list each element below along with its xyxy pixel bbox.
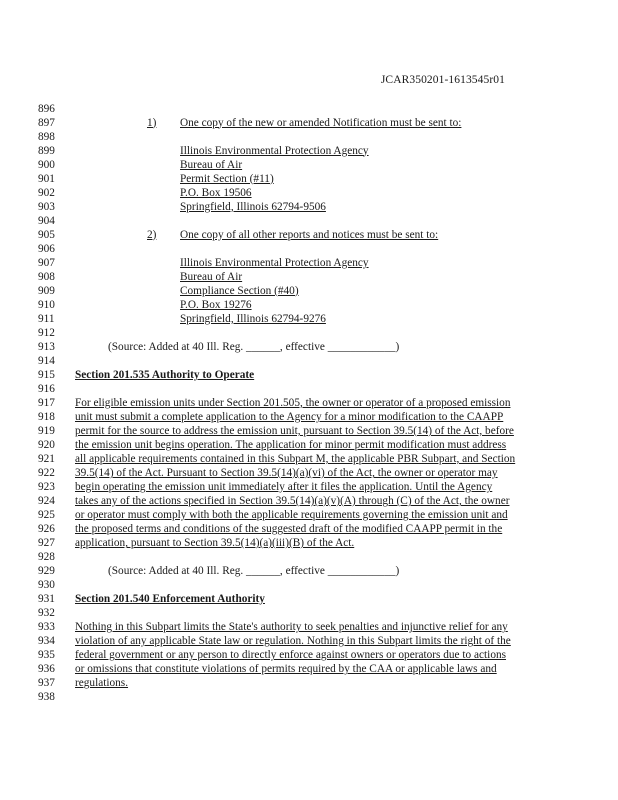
line-number: 910 [38, 298, 55, 311]
line-number: 922 [38, 467, 55, 480]
document-line [0, 326, 618, 340]
document-line [0, 606, 618, 620]
document-line [0, 634, 618, 648]
document-line [0, 620, 618, 634]
line-text: the emission unit begins operation. The application for minor permit modification must address [75, 438, 507, 451]
document-line [0, 438, 618, 452]
line-text: Illinois Environmental Protection Agency [180, 144, 369, 157]
line-text: 39.5(14) of the Act. Pursuant to Section 39.5(14)(a)(vi) of the Act, the owner or operator may [75, 467, 498, 480]
line-number: 928 [38, 551, 55, 564]
line-text: (Source: Added at 40 Ill. Reg. ______, effective ____________) [108, 340, 400, 353]
line-number: 932 [38, 607, 55, 620]
line-number: 917 [38, 396, 55, 409]
line-text: (Source: Added at 40 Ill. Reg. ______, effective ____________) [108, 565, 400, 578]
line-number: 912 [38, 326, 55, 339]
line-number: 913 [38, 340, 55, 353]
document-line [0, 508, 618, 522]
document-line [0, 144, 618, 158]
document-line [0, 564, 618, 578]
document-line [0, 396, 618, 410]
line-number: 906 [38, 242, 55, 255]
line-text: P.O. Box 19506 [180, 186, 252, 199]
line-number: 934 [38, 635, 55, 648]
line-number: 923 [38, 481, 55, 494]
line-text: Nothing in this Subpart limits the State's authority to seek penalties and injunctive relief for any [75, 621, 508, 634]
document-line [0, 340, 618, 354]
line-number: 933 [38, 621, 55, 634]
line-number: 935 [38, 649, 55, 662]
document-line [0, 662, 618, 676]
document-line [0, 480, 618, 494]
document-line [0, 382, 618, 396]
line-text: Section 201.540 Enforcement Authority [75, 593, 265, 606]
document-id: JCAR350201-1613545r01 [380, 74, 505, 86]
line-text: permit for the source to address the emission unit, pursuant to Section 39.5(14) of the Act, before [75, 424, 514, 437]
line-number: 919 [38, 424, 55, 437]
line-text: One copy of the new or amended Notification must be sent to: [180, 116, 462, 129]
line-text: violation of any applicable State law or regulation. Nothing in this Subpart limits the right of the [75, 635, 511, 648]
line-text: regulations. [75, 677, 129, 690]
line-text: Permit Section (#11) [180, 172, 274, 185]
line-text: unit must submit a complete application to the Agency for a minor modification to the CAAPP [75, 410, 504, 423]
line-text: or operator must comply with both the applicable requirements governing the emission unit and [75, 509, 508, 522]
document-line [0, 494, 618, 508]
document-line [0, 186, 618, 200]
document-line [0, 116, 618, 130]
document-line [0, 452, 618, 466]
line-number: 896 [38, 102, 55, 115]
line-number: 908 [38, 270, 55, 283]
document-line [0, 522, 618, 536]
document-line [0, 410, 618, 424]
line-text: or omissions that constitute violations of permits required by the CAA or applicable laws and [75, 663, 497, 676]
document-line [0, 102, 618, 116]
line-text: all applicable requirements contained in this Subpart M, the applicable PBR Subpart, and Section [75, 453, 516, 465]
line-number: 920 [38, 438, 55, 451]
line-number: 909 [38, 284, 55, 297]
document-line [0, 368, 618, 382]
document-line [0, 270, 618, 284]
line-number: 915 [38, 368, 55, 381]
line-number: 926 [38, 523, 55, 536]
line-text: Illinois Environmental Protection Agency [180, 256, 369, 269]
line-number: 911 [38, 312, 55, 325]
line-number: 931 [38, 593, 55, 606]
document-line [0, 676, 618, 690]
line-number: 899 [38, 144, 55, 157]
line-text: Bureau of Air [180, 158, 243, 171]
document-line [0, 242, 618, 256]
document-line [0, 690, 618, 704]
document-line [0, 130, 618, 144]
line-number: 938 [38, 691, 55, 704]
line-text: Bureau of Air [180, 270, 243, 283]
document-line [0, 466, 618, 480]
line-text: For eligible emission units under Section 201.505, the owner or operator of a proposed emission [75, 396, 511, 409]
line-number: 937 [38, 677, 55, 690]
line-text: takes any of the actions specified in Section 39.5(14)(a)(v)(A) through (C) of the Act, the owner [75, 495, 510, 508]
line-text: 1) [147, 116, 157, 129]
document-line [0, 424, 618, 438]
line-text: Springfield, Illinois 62794-9506 [180, 200, 326, 213]
document-line [0, 298, 618, 312]
line-number: 921 [38, 453, 55, 465]
line-number: 902 [38, 186, 55, 199]
line-text: Springfield, Illinois 62794-9276 [180, 312, 326, 325]
document-line [0, 578, 618, 592]
line-number: 898 [38, 130, 55, 143]
line-number: 897 [38, 116, 55, 129]
document-line [0, 200, 618, 214]
line-number: 904 [38, 214, 55, 227]
line-number: 907 [38, 256, 55, 269]
line-text: One copy of all other reports and notices must be sent to: [180, 228, 439, 241]
document-line [0, 284, 618, 298]
line-number: 905 [38, 228, 55, 241]
document-line [0, 592, 618, 606]
line-number: 914 [38, 354, 55, 367]
document-line [0, 354, 618, 368]
line-text: Compliance Section (#40) [180, 284, 299, 297]
document-line [0, 228, 618, 242]
line-text: Section 201.535 Authority to Operate [75, 368, 255, 381]
document-line [0, 172, 618, 186]
line-number: 936 [38, 663, 55, 676]
line-number: 901 [38, 172, 55, 185]
document-line [0, 312, 618, 326]
line-number: 903 [38, 200, 55, 213]
document-line [0, 158, 618, 172]
document-line [0, 256, 618, 270]
line-text: P.O. Box 19276 [180, 298, 252, 311]
line-number: 918 [38, 410, 55, 423]
document-line [0, 536, 618, 550]
line-number: 927 [38, 537, 55, 550]
line-text: begin operating the emission unit immediately after it files the application. Until the Agency [75, 481, 493, 494]
line-number: 924 [38, 495, 55, 508]
line-text: application, pursuant to Section 39.5(14)(a)(iii)(B) of the Act. [75, 537, 355, 550]
line-number: 930 [38, 579, 55, 592]
line-text: the proposed terms and conditions of the suggested draft of the modified CAAPP permit in the [75, 523, 503, 536]
line-number: 916 [38, 382, 55, 395]
document-line [0, 648, 618, 662]
line-number: 900 [38, 158, 55, 171]
line-text: federal government or any person to directly enforce against owners or operators due to actions [75, 649, 507, 662]
line-text: 2) [147, 228, 157, 241]
line-number: 925 [38, 509, 55, 522]
document-line [0, 214, 618, 228]
document-line [0, 550, 618, 564]
line-number: 929 [38, 565, 55, 578]
